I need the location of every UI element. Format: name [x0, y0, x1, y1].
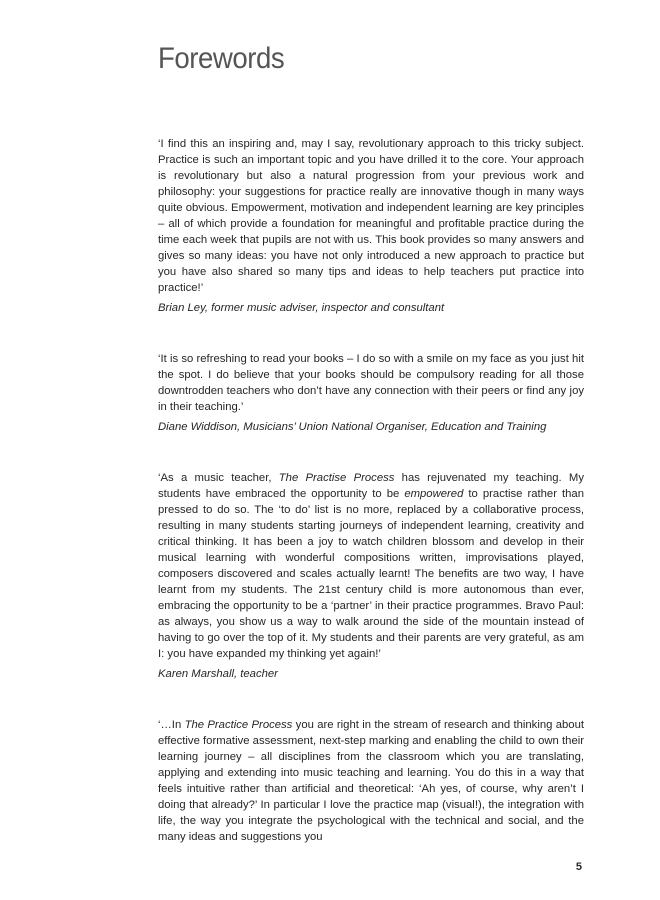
- quote-text: [158, 470, 584, 662]
- page-number: 5: [575, 861, 582, 873]
- quote-text-segment: ‘As a music teacher,: [158, 472, 279, 484]
- page-title: Forewords: [158, 42, 285, 75]
- quote-text-segment: you are right in the stream of research and thinking about effective formative assessment, next-step marking and enabling the child to own their learning journey – all disciplines from the classroom which you are translating, applying and extending into music teaching and learning. You do this in a way that feels intuitive rather than artificial and theoretical: ‘Ah yes, of course, why aren’t I doing that already?’ In particular I love the practice map (visual!), the integration with life, the way you integrate the psychological with the technical and social, and the many ideas and suggestions you: [158, 719, 585, 843]
- quote-text-segment: has rejuvenated my teaching. My students have embraced the opportunity to be: [158, 472, 584, 500]
- quote-text-segment: to practise rather than pressed to do so. The ‘to do’ list is no more, replaced by a collaborative process, resulting in many students starting journeys of independent learning, creativity and critical thinking. It has been a joy to watch children blossom and develop in their musical learning with wonderful compositions written, improvisations played, composers discovered and scales actually learnt! The benefits are two way, I have learnt from my students. The 21st century child is more autonomous than ever, embracing the opportunity to be a ‘partner’ in their practice programmes. Bravo Paul: as always, you show us a way to walk around the side of the mountain instead of having to go over the top of it. My students and their parents are very grateful, as am I: you have expanded my thinking yet again!’: [158, 488, 585, 660]
- foreword-quote: [158, 717, 584, 845]
- foreword-quote: [158, 136, 584, 316]
- foreword-quote: [158, 351, 584, 435]
- quote-attribution: Diane Widdison, Musicians’ Union National Organiser, Education and Training: [158, 421, 547, 433]
- quote-text-segment: ‘It is so refreshing to read your books – I do so with a smile on my face as you just hit the spot. I do believe that your books should be compulsory reading for all those downtrodden teachers who don’t have any connection with their peers or find any joy in their teaching.’: [158, 353, 584, 413]
- quote-text-segment: ‘…In: [158, 719, 185, 731]
- quote-italic-title: The Practice Process: [184, 719, 293, 731]
- quote-text: [158, 351, 584, 415]
- forewords-content: [158, 136, 584, 880]
- quote-attribution: Karen Marshall, teacher: [158, 668, 278, 680]
- quote-attribution: Brian Ley, former music adviser, inspector and consultant: [158, 302, 445, 314]
- quote-italic-title: The Practise Process: [278, 472, 395, 484]
- quote-text-segment: ‘I find this an inspiring and, may I say, revolutionary approach to this tricky subject. Practice is such an important topic and you have drilled it to the core. Your approach is revolutionary but also a natural progression from your previous work and philosophy: your suggestions for practice really are innovative though in many ways quite obvious. Empowerment, motivation and independent learning are key principles – all of which provide a foundation for meaningful and profitable practice during the time each week that pupils are not with us. This book provides so many answers and gives so many ideas: you have not only introduced a new approach to practice but you have also shared so many tips and ideas to help teachers put practice into practice!’: [158, 138, 584, 294]
- quote-italic-title: empowered: [404, 488, 464, 500]
- quote-text: [158, 717, 584, 845]
- quote-text: [158, 136, 584, 296]
- foreword-quote: [158, 470, 584, 682]
